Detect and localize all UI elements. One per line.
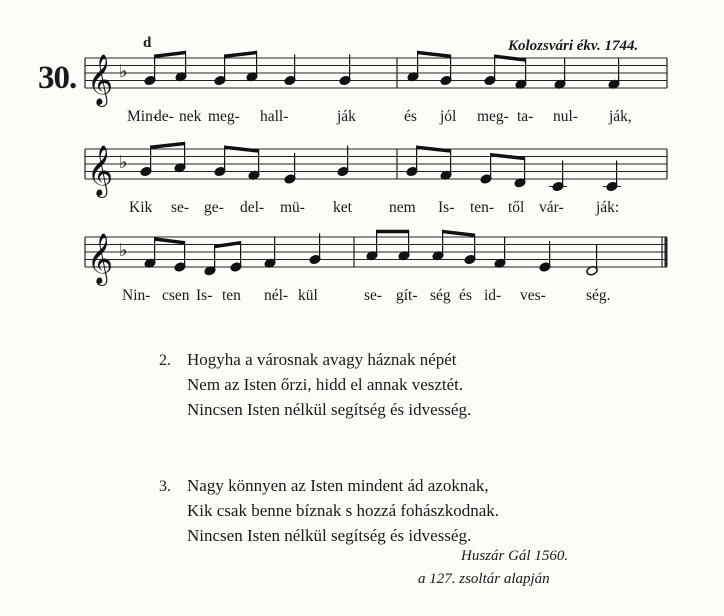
beam	[495, 55, 526, 62]
beam	[151, 142, 185, 149]
lyric-syllable: del-	[240, 199, 265, 216]
lyric-syllable: ta-	[517, 108, 534, 125]
verse-number: 3.	[159, 478, 171, 495]
lyric-syllable: és	[459, 287, 472, 304]
beam	[418, 51, 451, 58]
lyric-syllable: jól	[440, 108, 457, 125]
notes	[140, 51, 621, 276]
lyric-syllable: Is-	[196, 287, 213, 304]
lyric-syllable: se-	[171, 199, 190, 216]
lyric-syllable: ség	[430, 287, 451, 304]
beam	[225, 146, 259, 153]
beam	[155, 237, 185, 244]
lyric-syllable: vár-	[539, 199, 564, 216]
psalm-attribution: a 127. zsoltár alapján	[418, 571, 550, 587]
lyric-syllable: ten	[222, 287, 241, 304]
lyric-syllable: ják:	[596, 199, 620, 216]
verse-line: Nagy könnyen az Isten mindent ád azoknak,	[187, 476, 489, 495]
verse-number: 2.	[159, 352, 171, 369]
beam	[417, 146, 451, 153]
lyric-syllable: mü-	[280, 199, 305, 216]
flat-sign-icon: ♭	[119, 152, 128, 173]
verse-line: Hogyha a városnak avagy háznak népét	[187, 350, 457, 369]
lyric-syllable: nél-	[264, 287, 289, 304]
lyric-syllable: meg-	[477, 108, 509, 125]
lyric-syllable: kül	[298, 287, 318, 304]
treble-clef-icon: 𝄞	[87, 145, 114, 196]
verse-line: Nincsen Isten nélkül segítség és idvesség.	[187, 400, 472, 419]
dynamic-mark: d	[143, 35, 152, 51]
beam	[155, 51, 186, 58]
lyric-syllable: ge-	[204, 199, 224, 216]
flat-sign-icon: ♭	[119, 61, 128, 82]
lyric-syllable: csen	[162, 287, 190, 304]
lyric-syllable: se-	[364, 287, 383, 304]
lyric-syllable: gít-	[396, 287, 418, 304]
lyric-syllable: ják	[337, 108, 356, 125]
lyric-syllable: ket	[333, 199, 352, 216]
verse-line: Nem az Isten őrzi, hidd el annak vesztét.	[187, 375, 464, 394]
beam	[443, 230, 475, 237]
lyric-syllable: ség.	[586, 287, 611, 304]
lyric-syllable: Is-	[438, 199, 455, 216]
beam	[225, 51, 257, 58]
hymn-number: 30.	[38, 60, 77, 96]
lyric-syllable: Kik	[129, 199, 153, 216]
treble-clef-icon: 𝄞	[87, 54, 114, 105]
lyric-syllable: id-	[484, 287, 502, 304]
beam	[377, 230, 409, 234]
verse-line: Nincsen Isten nélkül segítség és idvesség.	[187, 526, 472, 545]
beam	[491, 153, 525, 160]
lyric-syllable: hall-	[260, 108, 289, 125]
flat-sign-icon: ♭	[119, 240, 128, 261]
lyric-syllable: Min-	[127, 108, 158, 125]
source-reference: Kolozsvári ékv. 1744.	[508, 38, 639, 54]
author-attribution: Huszár Gál 1560.	[461, 548, 569, 564]
beam	[215, 241, 241, 248]
final-barline-thick	[665, 237, 668, 267]
lyric-syllable: től	[508, 199, 525, 216]
lyric-syllable: nem	[389, 199, 416, 216]
lyric-syllable: Nin-	[122, 287, 151, 304]
lyric-syllable: de-	[154, 108, 174, 125]
lyric-syllable: ten-	[470, 199, 495, 216]
lyric-syllable: ják,	[609, 108, 632, 125]
lyric-syllable: meg-	[208, 108, 240, 125]
lyric-syllable: nek	[179, 108, 202, 125]
lyric-syllable: nul-	[553, 108, 578, 125]
verse-line: Kik csak benne bíznak s hozzá fohászkodnak.	[187, 501, 500, 520]
lyric-syllable: ves-	[520, 287, 546, 304]
lyric-syllable: és	[404, 108, 417, 125]
treble-clef-icon: 𝄞	[87, 233, 114, 284]
